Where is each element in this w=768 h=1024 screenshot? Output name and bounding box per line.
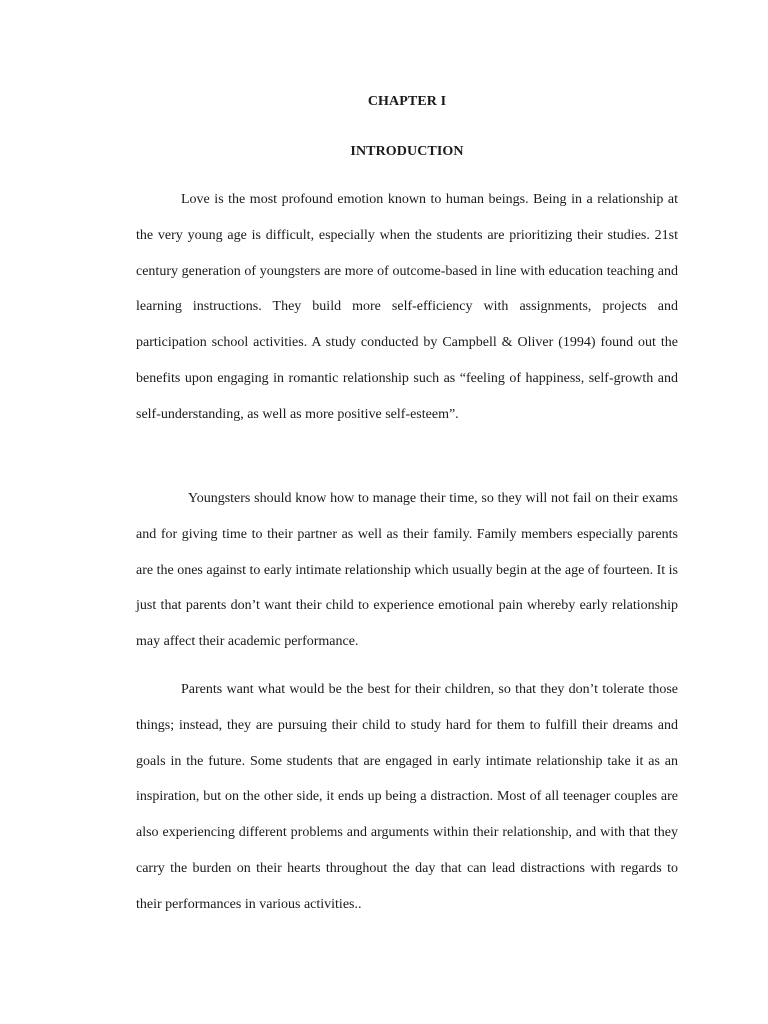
paragraph-1: Love is the most profound emotion known to human beings. Being in a relationship at the very young age is difficult, especially when the students are prioritizing their studies. 21st century generation of youngsters are more of outcome-based in line with education teaching and learning instructions. They build more self-efficiency with assignments, projects and participation school activities. A study conducted by Campbell & Oliver (1994) found out the benefits upon engaging in romantic relationship such as “feeling of happiness, self-growth and self-understanding, as well as more positive self-esteem”. [136,192,678,422]
section-heading: INTRODUCTION [350,144,464,159]
paragraph-2: Youngsters should know how to manage their time, so they will not fail on their exams and for giving time to their partner as well as their family. Family members especially parents are the ones against to early intimate relationship which usually begin at the age of fourteen. It is just that parents don’t want their child to experience emotional pain whereby early relationship may affect their academic performance. [136,491,678,650]
paragraph-3: Parents want what would be the best for their children, so that they don’t tolerate those things; instead, they are pursuing their child to study hard for them to fulfill their dreams and goals in the future. Some students that are engaged in early intimate relationship take it as an inspiration, but on the other side, it ends up being a distraction. Most of all teenager couples are also experiencing different problems and arguments within their relationship, and with that they carry the burden on their hearts throughout the day that can lead distractions with regards to their performances in various activities.. [136,682,678,912]
chapter-heading: CHAPTER I [367,94,447,109]
